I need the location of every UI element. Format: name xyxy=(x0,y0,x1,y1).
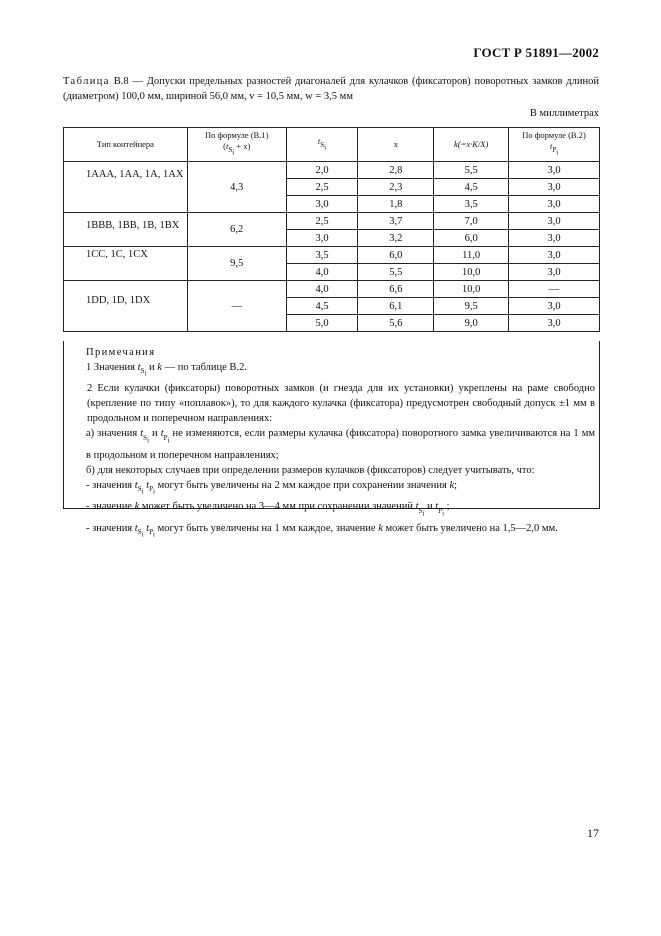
page-number: 17 xyxy=(587,826,599,840)
formula-value-cell: 6,2 xyxy=(187,213,286,247)
x-cell: 6,0 xyxy=(358,247,434,264)
units-label: В миллиметрах xyxy=(529,108,599,119)
k-cell: 6,0 xyxy=(434,230,509,247)
x-cell: 5,6 xyxy=(358,315,434,332)
ts-cell: 3,5 xyxy=(286,247,358,264)
k-cell: 4,5 xyxy=(434,179,509,196)
table-row xyxy=(64,281,600,298)
note-1: 1 Значения $t_{S_i}$ и k — по таблице В.2. xyxy=(86,362,247,378)
container-type-cell: 1BBB, 1BB, 1B, 1BX xyxy=(64,213,188,247)
x-cell: 1,8 xyxy=(358,196,434,213)
ts-cell: 4,0 xyxy=(286,281,358,298)
formula-value-cell: 4,3 xyxy=(187,162,286,213)
x-cell: 6,6 xyxy=(358,281,434,298)
k-cell: 10,0 xyxy=(434,281,509,298)
x-cell: 2,3 xyxy=(358,179,434,196)
x-cell: 6,1 xyxy=(358,298,434,315)
note-2b-item-2: - значение k может быть увеличено на 3—4 мм при сохранении значений $t_{S_i}$ и $t_{P_i}$ ; xyxy=(86,501,450,517)
header-row xyxy=(64,128,600,162)
ts-cell: 2,0 xyxy=(286,162,358,179)
container-type-cell: 1CC, 1C, 1CX xyxy=(64,247,188,281)
caption-label: Таблица xyxy=(63,76,110,87)
formula-value-cell: — xyxy=(187,281,286,332)
caption-text: — Допуски предельных разностей диагоналей для кулачков (фиксаторов) поворотных замков длиной (диаметром) 100,0 мм, шириной 56,0 мм, v = 10,5 мм, w = 3,5 мм xyxy=(63,76,599,102)
table-caption xyxy=(63,75,599,104)
container-type-cell: 1AAA, 1AA, 1A, 1AX xyxy=(64,162,188,213)
col-header-k: k(=x·K/X) xyxy=(434,128,509,162)
col-header-formula2: По формуле (В.2) $t_{P_i}$ xyxy=(509,128,600,162)
x-cell: 5,5 xyxy=(358,264,434,281)
x-cell: 2,8 xyxy=(358,162,434,179)
k-cell: 5,5 xyxy=(434,162,509,179)
formula-value-cell: 9,5 xyxy=(187,247,286,281)
col-header-x: x xyxy=(358,128,434,162)
tp-cell: 3,0 xyxy=(509,298,600,315)
note-2b-item-3: - значения $t_{S_i}$ $t_{P_i}$ могут быть увеличены на 1 мм каждое, значение k может быть увеличено на 1,5—2,0 мм. xyxy=(86,522,558,539)
tp-cell: 3,0 xyxy=(509,315,600,332)
note-2: 2 Если кулачки (фиксаторы) поворотных замков (и гнезда для их установки) укреплены на раме свободно (крепление по типу «поплавок»), то для каждого кулачка (фиксатора) предусмотрен свободный допуск ±1 мм в продольном и поперечном направлениях: xyxy=(87,383,595,425)
ts-cell: 3,0 xyxy=(286,230,358,247)
k-cell: 11,0 xyxy=(434,247,509,264)
ts-cell: 5,0 xyxy=(286,315,358,332)
ts-cell: 3,0 xyxy=(286,196,358,213)
col-header-type: Тип контейнера xyxy=(64,128,188,162)
ts-cell: 2,5 xyxy=(286,179,358,196)
col-header-formula1: По формуле (В.1) $(t_{S_i} + x)$ xyxy=(187,128,286,162)
tp-cell: 3,0 xyxy=(509,196,600,213)
tp-cell: — xyxy=(509,281,600,298)
tp-cell: 3,0 xyxy=(509,213,600,230)
note-2b: б) для некоторых случаев при определении размеров кулачков (фиксаторов) следует учитывать, что: xyxy=(86,464,535,476)
notes-title: Примечания xyxy=(86,347,156,358)
tp-cell: 3,0 xyxy=(509,162,600,179)
standard-number: ГОСТ Р 51891—2002 xyxy=(473,45,599,60)
tolerance-table xyxy=(63,127,600,332)
table-row xyxy=(64,247,600,264)
note-2a: а) значения $t_{S_i}$ и $t_{P_i}$ не изменяются, если размеры кулачка (фиксатора) поворотного замка увеличиваются на 1 мм в продольном и поперечном направлениях; xyxy=(86,428,595,461)
table-row xyxy=(64,213,600,230)
x-cell: 3,2 xyxy=(358,230,434,247)
k-cell: 10,0 xyxy=(434,264,509,281)
x-cell: 3,7 xyxy=(358,213,434,230)
tp-cell: 3,0 xyxy=(509,179,600,196)
ts-cell: 4,5 xyxy=(286,298,358,315)
k-cell: 3,5 xyxy=(434,196,509,213)
caption-number: В.8 xyxy=(109,76,129,87)
tp-cell: 3,0 xyxy=(509,247,600,264)
formula1-expression: $(t_{S_i} + x)$ xyxy=(223,141,251,157)
table-row xyxy=(64,162,600,179)
k-cell: 7,0 xyxy=(434,213,509,230)
note-2b-item-1: - значения $t_{S_i}$ $t_{P_i}$ могут быть увеличены на 2 мм каждое при сохранении значения k; xyxy=(86,479,458,496)
tp-cell: 3,0 xyxy=(509,230,600,247)
notes-block xyxy=(63,341,600,539)
k-cell: 9,5 xyxy=(434,298,509,315)
k-cell: 9,0 xyxy=(434,315,509,332)
col-header-ts: $t_{S_i}$ xyxy=(286,128,358,162)
container-type-cell: 1DD, 1D, 1DX xyxy=(64,281,188,332)
ts-cell: 4,0 xyxy=(286,264,358,281)
ts-cell: 2,5 xyxy=(286,213,358,230)
tp-cell: 3,0 xyxy=(509,264,600,281)
